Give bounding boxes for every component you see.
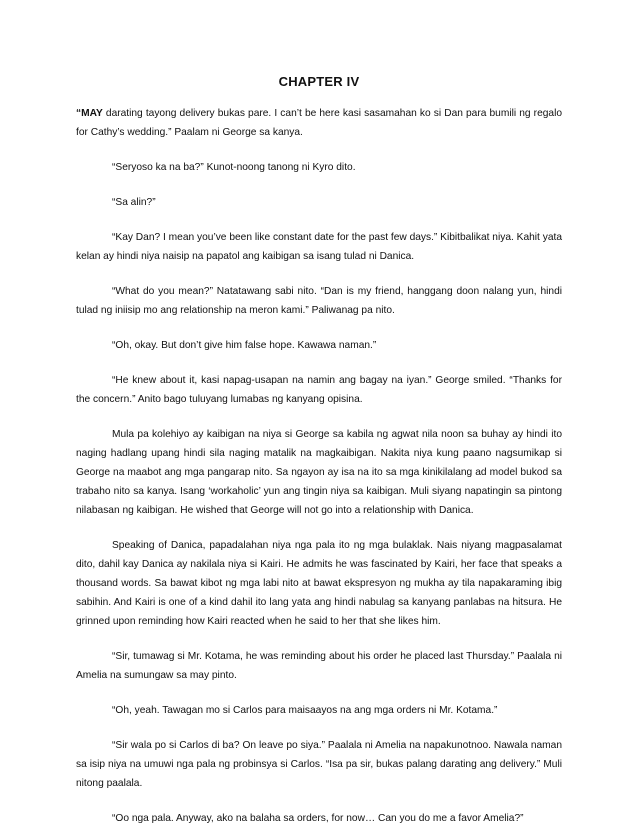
paragraph-10: “Sir, tumawag si Mr. Kotama, he was reminding about his order he placed last Thursday.” Paalala ni Amelia na sumungaw sa may pinto. bbox=[76, 651, 562, 681]
paragraph-1-text: darating tayong delivery bukas pare. I can’t be here kasi sasamahan ko si Dan para bumili ng regalo for Cathy’s wedding.” Paalam ni George sa kanya. bbox=[76, 108, 562, 138]
paragraph-9: Speaking of Danica, papadalahan niya nga pala ito ng mga bulaklak. Nais niyang magpasalamat dito, dahil kay Danica ay nakilala niya si Kairi. He admits he was fascinated by Kairi, her face that speaks a thousand words. Sa bawat kibot ng mga labi nito at bawat ekspresyon ng mukha ay tila napakaraming ibig sabihin. And Kairi is one of a kind dahil ito lang yata ang hindi nabulag sa kanyang panlabas na hitsura. He grinned upon reminding how Kairi reacted when he said to her that she likes him. bbox=[76, 540, 562, 627]
paragraph-6: “Oh, okay. But don’t give him false hope. Kawawa naman.” bbox=[112, 340, 377, 351]
paragraph-11: “Oh, yeah. Tawagan mo si Carlos para maisaayos na ang mga orders ni Mr. Kotama.” bbox=[112, 705, 498, 716]
chapter-title: CHAPTER IV bbox=[278, 74, 360, 89]
paragraph-3: “Sa alin?” bbox=[112, 197, 156, 208]
paragraph-4: “Kay Dan? I mean you’ve been like constant date for the past few days.” Kibitbalikat niya. Kahit yata kelan ay hindi niya naisip na papatol ang kaibigan sa isang tulad ni Danica. bbox=[76, 232, 562, 262]
paragraph-1 bbox=[76, 104, 562, 142]
paragraph-5: “What do you mean?” Natatawang sabi nito. “Dan is my friend, hanggang doon nalang yun, hindi tulad ng iniisip mo ang relationship na meron kami.” Paliwanag pa nito. bbox=[76, 286, 562, 316]
paragraph-12: “Sir wala po si Carlos di ba? On leave po siya.” Paalala ni Amelia na napakunotnoo. Nawala naman sa isip niya na umuwi nga pala ng probinsya si Carlos. “Isa pa sir, bukas palang darating ang delivery.” Muli nitong paalala. bbox=[76, 740, 562, 789]
document-page bbox=[76, 74, 562, 828]
paragraph-8: Mula pa kolehiyo ay kaibigan na niya si George sa kabila ng agwat nila noon sa buhay ay hindi ito naging hadlang upang hindi sila naging matalik na magkaibigan. Nakita niya kung paano nagsumikap si George na maabot ang mga pangarap nito. Sa ngayon ay isa na ito sa mga kinikilalang ad model bukod sa trabaho nito sa kanya. Isang ‘workaholic’ yun ang tingin niya sa kaibigan. Muli siyang napatingin sa pintong nilabasan ng kaibigan. He wished that George will not go into a relationship with Danica. bbox=[76, 429, 562, 516]
paragraph-13: “Oo nga pala. Anyway, ako na balaha sa orders, for now… Can you do me a favor Amelia?” bbox=[112, 813, 524, 824]
paragraph-1-lead: “MAY bbox=[76, 108, 103, 119]
paragraph-2: “Seryoso ka na ba?” Kunot-noong tanong ni Kyro dito. bbox=[112, 162, 356, 173]
paragraph-7: “He knew about it, kasi napag-usapan na namin ang bagay na iyan.” George smiled. “Thanks for the concern.” Anito bago tuluyang lumabas ng kanyang opisina. bbox=[76, 375, 562, 405]
